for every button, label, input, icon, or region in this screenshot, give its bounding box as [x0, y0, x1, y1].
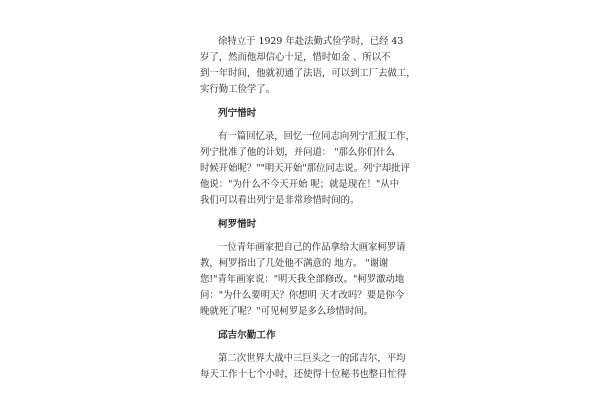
paragraph-lenin — [200, 129, 415, 209]
text-line: 岁了，然而他却信心十足，惜时如金 、所以不 — [200, 52, 391, 63]
text-line: 第二次世界大战中三巨头之一的邱吉尔，平均 — [218, 353, 406, 364]
section-heading-churchill: 邱吉尔勤工作 — [218, 330, 276, 341]
text-line: 问："为什么要明天？你想明 天才改吗？要是你今 — [200, 290, 405, 301]
text-line: 列宁批准了他的计划，并问道： "那么你们什么 — [200, 147, 395, 158]
section-heading-lenin: 列宁惜时 — [218, 108, 257, 119]
text-line: 一位青年画家把自己的作品拿给大画家柯罗请 — [218, 242, 406, 253]
text-line: 我们可以看出列宁是非常珍惜时间的。 — [200, 195, 360, 206]
text-line: 实行勤工俭学了。 — [200, 84, 276, 95]
text-line: 您!"青年画家说："明天我全部修改。"柯罗激动地 — [200, 274, 405, 285]
text-line: 晚就死了呢？"可见柯罗是多么珍惜时间。 — [200, 306, 374, 317]
text-line: 每天工作十七个小时，还使得十位秘书也整日忙得 — [200, 369, 407, 380]
text-column — [200, 34, 415, 383]
section-heading-corot: 柯罗惜时 — [218, 219, 257, 230]
text-line: 教，柯罗指出了几处他不满意的 地方。 "谢谢 — [200, 258, 389, 269]
paragraph-xu-teli — [200, 34, 415, 98]
text-line: 时候开始呢？""明天开始"那位同志说。列宁却批评 — [200, 163, 410, 174]
text-line: 他说："为什么不今天开始 呢；就是现在！"从中 — [200, 179, 400, 190]
text-line: 徐特立于 1929 年赴法勤式俭学时，已经 43 — [218, 36, 404, 47]
paragraph-corot — [200, 240, 415, 320]
text-line: 有一篇回忆录，回忆一位同志向列宁汇报工作， — [218, 131, 415, 142]
text-line: 到一年时间，他就初通了法语，可以到工厂去做工， — [200, 68, 416, 79]
paragraph-churchill — [200, 351, 415, 383]
